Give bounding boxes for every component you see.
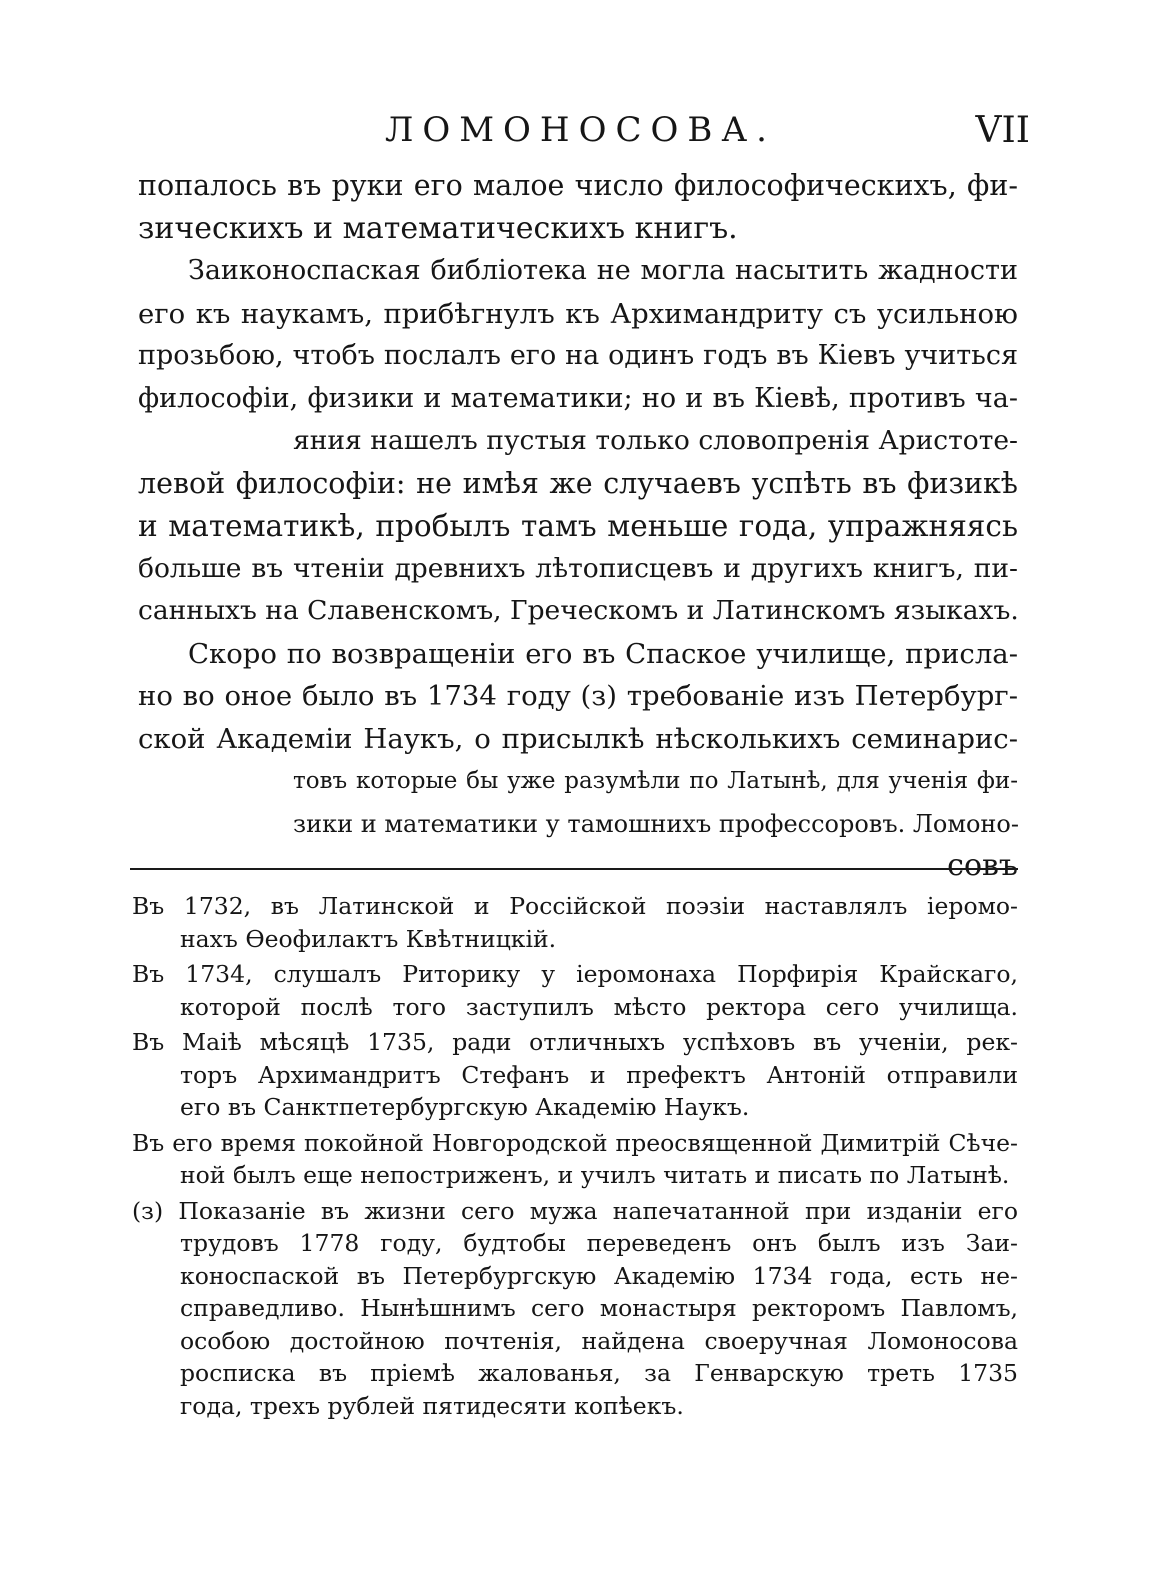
footnote-line: Въ его время покойной Новгородской преосвященной Димитрій Сѣче- — [132, 1128, 1018, 1157]
text-line: попалось въ руки его малое число философическихъ, фи- — [138, 169, 1018, 202]
footnote-line: росписка въ пріемѣ жалованья, за Генварскую треть 1735 — [180, 1359, 1018, 1387]
footnote-line: справедливо. Нынѣшнимъ сего монастыря ректоромъ Павломъ, — [180, 1294, 1018, 1322]
page-number: VII — [975, 110, 1030, 151]
text-line: больше въ чтеніи древнихъ лѣтописцевъ и другихъ книгъ, пи- — [138, 552, 1018, 584]
footnote-line: ной былъ еще непостриженъ, и училъ читать и писать по Латынѣ. — [180, 1161, 1010, 1189]
text-line: Скоро по возвращеніи его въ Спаское училище, присла- — [188, 637, 1018, 670]
footnote-line: (з) Показаніе въ жизни сего мужа напечатанной при изданіи его — [132, 1196, 1018, 1225]
footnote-line: коноспаской въ Петербургскую Академію 1734 года, есть не- — [180, 1261, 1018, 1290]
text-line: прозьбою, чтобъ послалъ его на одинъ годъ въ Кіевъ учиться — [138, 340, 1018, 371]
footnotes — [132, 890, 1018, 1422]
footnote-divider — [130, 868, 1018, 870]
footnote-line: его въ Санктпетербургскую Академію Наукъ. — [180, 1093, 750, 1121]
text-line: санныхъ на Славенскомъ, Греческомъ и Латинскомъ языкахъ. — [138, 595, 1019, 626]
main-text — [138, 165, 1018, 888]
footnote-line: Въ 1732, въ Латинской и Россійской поэзіи наставлялъ іеромо- — [132, 892, 1018, 920]
footnote-line: торъ Архимандритъ Стефанъ и префектъ Антоній отправили — [180, 1060, 1018, 1089]
text-line: левой философіи: не имѣя же случаевъ успѣть въ физикѣ — [138, 466, 1018, 500]
footnote-line: года, трехъ рублей пятидесяти копѣекъ. — [180, 1391, 684, 1420]
text-line: зическихъ и математическихъ книгъ. — [138, 210, 738, 246]
text-line: и математикѣ, пробылъ тамъ меньше года, упражняясь — [138, 509, 1018, 543]
footnote — [132, 1026, 1018, 1124]
footnote — [132, 1195, 1018, 1423]
footnote-line: трудовъ 1778 году, будтобы переведенъ онъ былъ изъ Заи- — [180, 1229, 1018, 1257]
running-title: ЛОМОНОСОВА. — [385, 110, 776, 150]
footnote — [132, 958, 1018, 1023]
text-line: его къ наукамъ, прибѣгнулъ къ Архимандриту съ усильною — [138, 297, 1018, 330]
text-line: Заиконоспаская библіотека не могла насытить жадности — [188, 255, 1018, 286]
text-line: философіи, физики и математики; но и въ Кіевѣ, противъ ча- — [138, 382, 1018, 414]
text-line: но во оное было въ 1734 году (з) требованіе изъ Петербург- — [138, 680, 1018, 712]
footnote-line: Въ 1734, слушалъ Риторику у іеромонаха Порфирія Крайскаго, — [132, 960, 1018, 988]
footnote-line: особою достойною почтенія, найдена своеручная Ломоносова — [180, 1326, 1018, 1355]
footnote-line: нахъ Ѳеофилактъ Квѣтницкій. — [180, 924, 557, 953]
page-header — [130, 110, 1030, 160]
text-line: зики и математики у тамошнихъ профессоровъ. Ломоно- — [293, 809, 1019, 838]
text-line: товъ которые бы уже разумѣли по Латынѣ, для ученія фи- — [293, 768, 1018, 794]
footnote-line: которой послѣ того заступилъ мѣсто ректора сего училища. — [180, 992, 1018, 1021]
text-line: ской Академіи Наукъ, о присылкѣ нѣсколькихъ семинарис- — [138, 722, 1018, 755]
text-line: яния нашелъ пустыя только словопренія Аристоте- — [293, 425, 1018, 456]
footnote-line: Въ Маіѣ мѣсяцѣ 1735, ради отличныхъ успѣховъ въ ученіи, рек- — [132, 1028, 1018, 1056]
catchword: совъ — [947, 848, 1018, 883]
footnote — [132, 1127, 1018, 1192]
footnote — [132, 890, 1018, 955]
